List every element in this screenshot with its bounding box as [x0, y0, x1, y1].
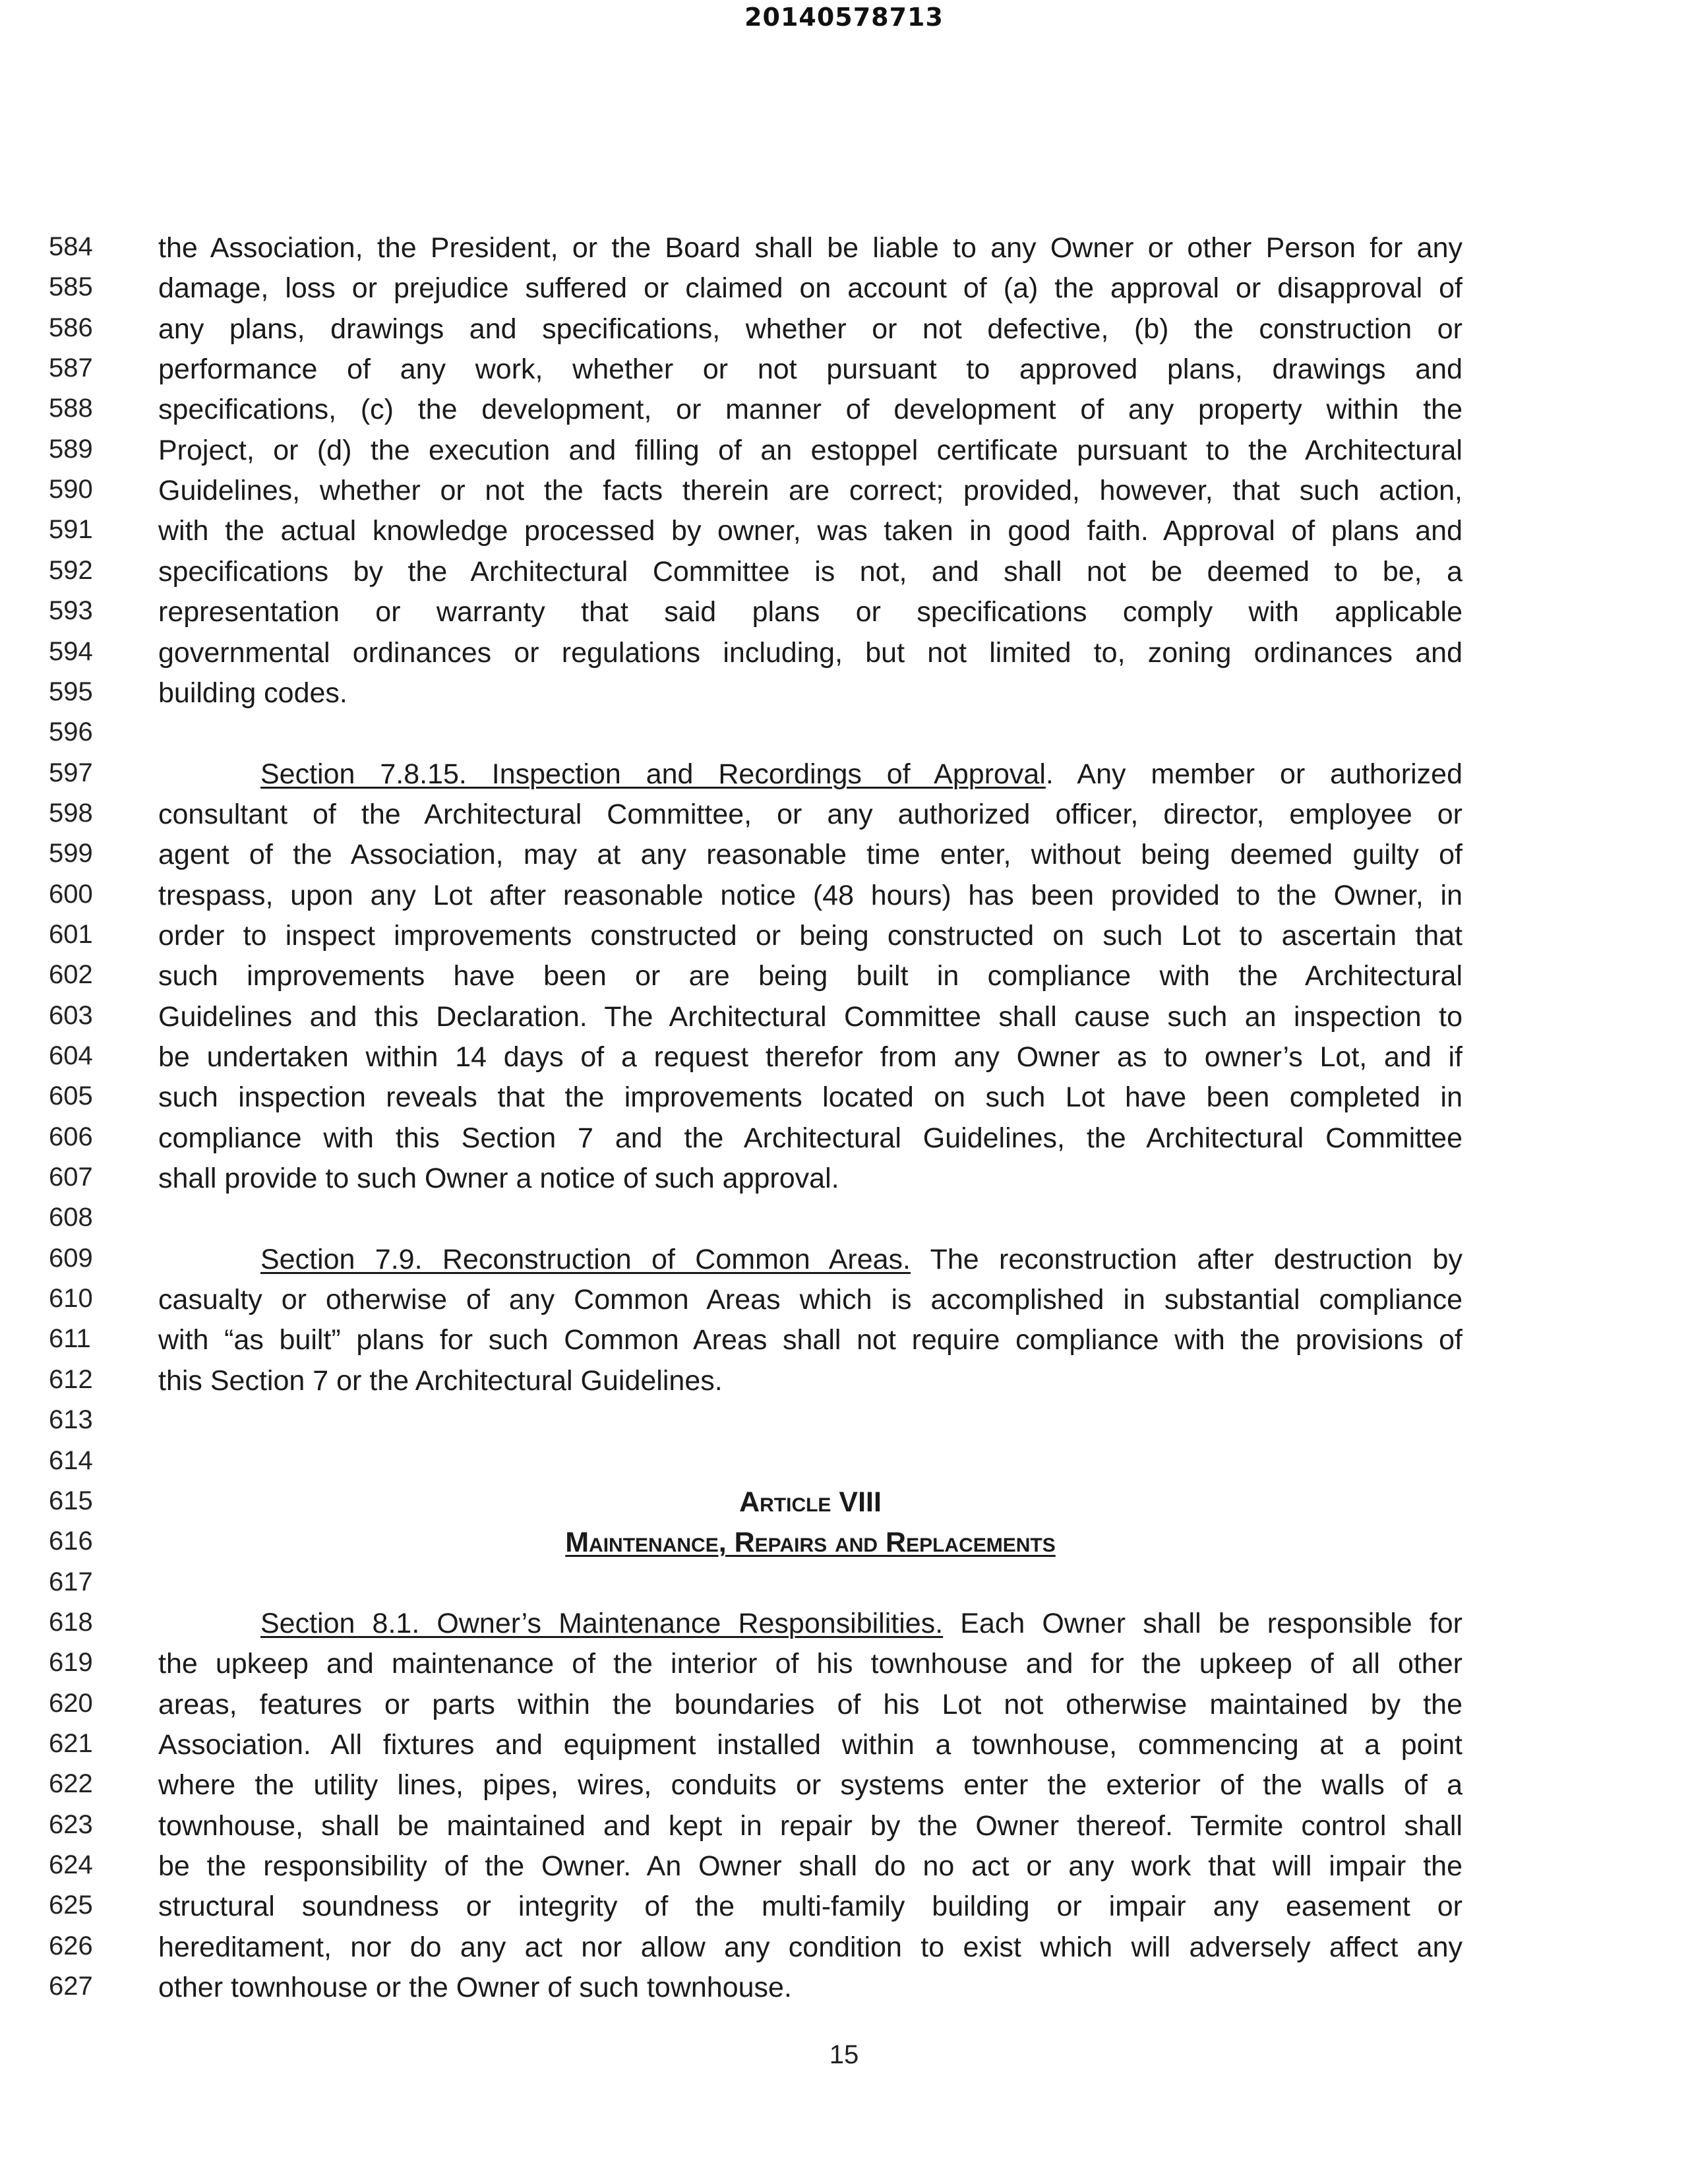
line-number: 603 [49, 1000, 93, 1030]
line-number: 611 [49, 1324, 91, 1354]
document-line [0, 556, 1688, 596]
line-body: areas, features or parts within the boundaries of his Lot not otherwise maintained by the [158, 1688, 1462, 1720]
document-line [0, 475, 1688, 515]
line-body: structural soundness or integrity of the multi-family building or impair any easement or [158, 1891, 1462, 1923]
line-number: 602 [49, 960, 93, 990]
document-line [0, 920, 1688, 960]
document-line [0, 353, 1688, 394]
document-line [0, 1446, 1688, 1486]
line-text [158, 353, 1462, 386]
line-text [158, 435, 1462, 467]
line-body: with “as built” plans for such Common Areas shall not require compliance with the provisions of [158, 1324, 1462, 1356]
line-body: consultant of the Architectural Committee, or any authorized officer, director, employee or [158, 798, 1462, 830]
line-number: 588 [49, 394, 93, 423]
line-number: 584 [49, 232, 93, 261]
line-number: 620 [49, 1688, 93, 1718]
line-number: 622 [49, 1769, 93, 1799]
line-text [158, 1122, 1462, 1155]
line-text [158, 1163, 1462, 1195]
line-body: damage, loss or prejudice suffered or claimed on account of (a) the approval or disapproval of [158, 272, 1462, 305]
line-body: specifications, (c) the development, or manner of development of any property within the [158, 394, 1462, 426]
document-line [0, 1365, 1688, 1405]
document-line [0, 1001, 1688, 1041]
line-text [158, 1041, 1462, 1074]
line-number: 605 [49, 1081, 93, 1111]
document-line [0, 1163, 1688, 1203]
line-number: 606 [49, 1122, 93, 1151]
line-number: 586 [49, 313, 93, 342]
document-line [0, 839, 1688, 879]
line-body: compliance with this Section 7 and the Architectural Guidelines, the Architectural Committee [158, 1122, 1462, 1154]
document-line [0, 1850, 1688, 1891]
line-number: 609 [49, 1243, 93, 1273]
line-body: other townhouse or the Owner of such townhouse. [158, 1972, 792, 2004]
document-line [0, 1931, 1688, 1972]
document-line [0, 394, 1688, 434]
line-number: 627 [49, 1972, 93, 2001]
line-body: agent of the Association, may at any reasonable time enter, without being deemed guilty of [158, 839, 1462, 871]
line-text [158, 1931, 1462, 1964]
line-number: 618 [49, 1607, 93, 1637]
line-number: 590 [49, 475, 93, 504]
document-line [0, 1284, 1688, 1324]
line-body: Project, or (d) the execution and filling of an estoppel certificate pursuant to the Architectural [158, 434, 1462, 466]
document-line [0, 1567, 1688, 1608]
document-line [0, 880, 1688, 920]
line-text [158, 232, 1462, 264]
line-text [158, 556, 1462, 588]
line-text [158, 515, 1462, 547]
line-number: 613 [49, 1405, 93, 1435]
document-line [0, 677, 1688, 717]
line-body: townhouse, shall be maintained and kept in repair by the Owner thereof. Termite control shall [158, 1809, 1462, 1842]
document-line [0, 1810, 1688, 1850]
line-body: where the utility lines, pipes, wires, conduits or systems enter the exterior of the walls of a [158, 1769, 1462, 1802]
line-number: 598 [49, 798, 93, 828]
article-title [158, 1527, 1462, 1559]
line-number: 600 [49, 879, 93, 909]
line-text [158, 1324, 1462, 1356]
line-number: 597 [49, 758, 93, 787]
document-line [0, 515, 1688, 555]
line-text [158, 1891, 1462, 1923]
document-line [0, 1244, 1688, 1284]
line-text [158, 677, 1462, 710]
document-line [0, 1324, 1688, 1364]
line-number: 589 [49, 434, 93, 464]
line-body: . Any member or authorized [1045, 758, 1462, 790]
line-number: 587 [49, 353, 93, 383]
line-body: be undertaken within 14 days of a request therefor from any Owner as to owner’s Lot, and if [158, 1041, 1462, 1073]
line-number: 594 [49, 636, 93, 666]
line-body: order to inspect improvements constructed or being constructed on such Lot to ascertain that [158, 919, 1462, 952]
line-text [158, 1608, 1462, 1640]
line-text [158, 1284, 1462, 1316]
line-body: this Section 7 or the Architectural Guidelines. [158, 1364, 723, 1397]
line-number: 585 [49, 272, 93, 302]
line-body: casualty or otherwise of any Common Areas which is accomplished in substantial compliance [158, 1284, 1462, 1316]
line-text [158, 1244, 1462, 1276]
line-number: 621 [49, 1728, 93, 1758]
line-text [158, 1365, 1462, 1397]
document-line [0, 1689, 1688, 1729]
line-body: representation or warranty that said plans or specifications comply with applicable [158, 596, 1462, 628]
line-number: 616 [49, 1527, 93, 1556]
document-line [0, 1729, 1688, 1769]
line-body: trespass, upon any Lot after reasonable notice (48 hours) has been provided to the Owner, in [158, 879, 1462, 911]
document-line [0, 313, 1688, 353]
article-heading [158, 1486, 1462, 1519]
line-number: 596 [49, 717, 93, 747]
line-number: 623 [49, 1809, 93, 1839]
document-line [0, 1486, 1688, 1527]
line-number: 624 [49, 1850, 93, 1879]
line-number: 625 [49, 1891, 93, 1920]
line-text [158, 1648, 1462, 1680]
line-text [158, 637, 1462, 669]
document-line [0, 232, 1688, 272]
line-number: 591 [49, 515, 93, 545]
document-line [0, 435, 1688, 475]
line-number: 610 [49, 1284, 93, 1314]
document-line [0, 1891, 1688, 1931]
line-text [158, 313, 1462, 346]
line-body: hereditament, nor do any act nor allow any condition to exist which will adversely affect any [158, 1931, 1462, 1963]
line-body: governmental ordinances or regulations including, but not limited to, zoning ordinances and [158, 636, 1462, 669]
line-body: performance of any work, whether or not pursuant to approved plans, drawings and [158, 353, 1462, 386]
line-text [158, 1769, 1462, 1802]
line-number: 612 [49, 1364, 93, 1394]
line-body: the Association, the President, or the Board shall be liable to any Owner or other Person for any [158, 232, 1462, 264]
line-text [158, 799, 1462, 831]
line-text [158, 839, 1462, 871]
line-number: 607 [49, 1163, 93, 1192]
line-body: such improvements have been or are being built in compliance with the Architectural [158, 960, 1462, 992]
document-line [0, 272, 1688, 313]
line-number: 593 [49, 596, 93, 626]
line-body: the upkeep and maintenance of the interior of his townhouse and for the upkeep of all other [158, 1648, 1462, 1680]
line-body: specifications by the Architectural Committee is not, and shall not be deemed to be, a [158, 555, 1462, 588]
line-text [158, 596, 1462, 628]
page-number: 15 [829, 2040, 859, 2069]
section-heading: Section 8.1. Owner’s Maintenance Responsibilities. [260, 1607, 944, 1639]
document-number: 20140578713 [744, 3, 944, 32]
line-body: any plans, drawings and specifications, whether or not defective, (b) the construction or [158, 313, 1462, 345]
line-body: Guidelines, whether or not the facts therein are correct; provided, however, that such action, [158, 475, 1462, 507]
line-body: building codes. [158, 677, 347, 709]
line-text [158, 394, 1462, 426]
heading-text: Article VIII [739, 1486, 882, 1518]
line-number: 595 [49, 677, 93, 706]
line-text [158, 960, 1462, 992]
line-text [158, 1810, 1462, 1842]
line-body: such inspection reveals that the improvements located on such Lot have been completed in [158, 1081, 1462, 1114]
document-line [0, 960, 1688, 1000]
line-text [158, 880, 1462, 912]
document-line [0, 637, 1688, 677]
line-text [158, 475, 1462, 507]
line-body: Association. All fixtures and equipment installed within a townhouse, commencing at a point [158, 1728, 1462, 1761]
line-number: 619 [49, 1648, 93, 1678]
line-number: 608 [49, 1203, 93, 1232]
line-text [158, 920, 1462, 952]
document-line [0, 758, 1688, 799]
line-body: with the actual knowledge processed by owner, was taken in good faith. Approval of plans and [158, 515, 1462, 547]
line-number: 599 [49, 839, 93, 868]
line-number: 601 [49, 919, 93, 949]
line-text [158, 1001, 1462, 1033]
line-body: Guidelines and this Declaration. The Architectural Committee shall cause such an inspection to [158, 1000, 1462, 1033]
heading-text: Maintenance, Repairs and Replacements [565, 1527, 1056, 1559]
line-text [158, 758, 1462, 791]
line-number: 626 [49, 1931, 93, 1960]
document-line [0, 1081, 1688, 1122]
line-text [158, 1850, 1462, 1883]
line-body: The reconstruction after destruction by [910, 1243, 1462, 1275]
section-heading: Section 7.8.15. Inspection and Recordings of Approval [260, 758, 1046, 790]
line-number: 604 [49, 1041, 93, 1070]
line-number: 614 [49, 1445, 93, 1475]
line-text [158, 1689, 1462, 1721]
document-line [0, 1203, 1688, 1243]
document-line [0, 1769, 1688, 1809]
document-line [0, 596, 1688, 636]
section-heading: Section 7.9. Reconstruction of Common Areas. [260, 1243, 911, 1275]
document-line [0, 1608, 1688, 1648]
document-line [0, 717, 1688, 758]
line-text [158, 1972, 1462, 2004]
line-number: 617 [49, 1567, 93, 1596]
line-text [158, 1081, 1462, 1114]
line-body: Each Owner shall be responsible for [943, 1607, 1462, 1639]
line-text [158, 272, 1462, 305]
document-line [0, 1527, 1688, 1567]
document-line [0, 1405, 1688, 1445]
document-line [0, 1972, 1688, 2012]
line-text [158, 1729, 1462, 1761]
line-number: 615 [49, 1486, 93, 1515]
document-line [0, 1041, 1688, 1081]
document-line [0, 1648, 1688, 1688]
document-line [0, 799, 1688, 839]
line-number: 592 [49, 555, 93, 585]
document-line [0, 1122, 1688, 1163]
line-body: be the responsibility of the Owner. An Owner shall do no act or any work that will impair the [158, 1850, 1462, 1882]
line-body: shall provide to such Owner a notice of such approval. [158, 1163, 839, 1195]
